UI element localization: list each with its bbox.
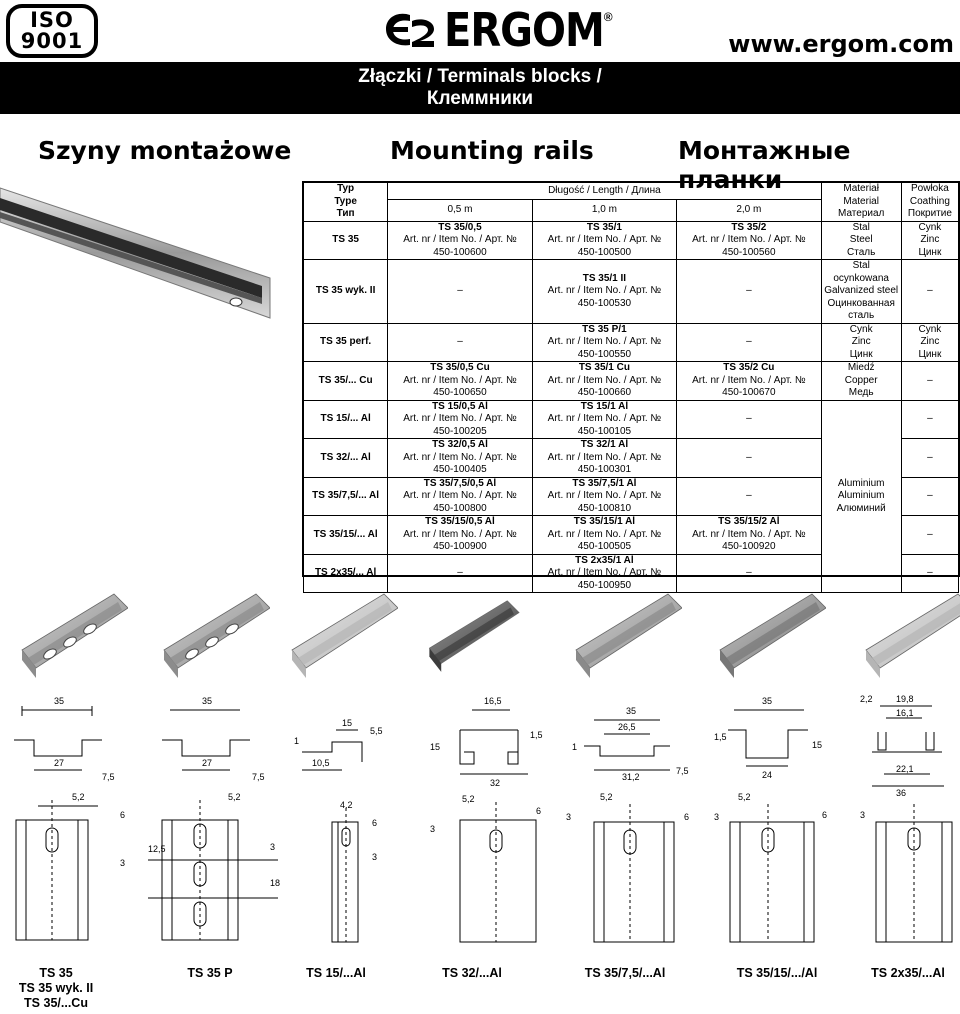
item-number: 450-100530 (577, 297, 632, 309)
caption-ts32: TS 32/...Al (442, 966, 502, 980)
dim-6: 6 (822, 810, 828, 820)
dim-35: 35 (202, 696, 213, 706)
drawing-ts35-15 (708, 690, 848, 960)
item-code: TS 35/7,5/0,5 Al (423, 477, 497, 489)
item-number: 450-100105 (577, 425, 632, 437)
row-type: TS 2x35/... Al (304, 554, 388, 593)
dim-22-1: 22,1 (896, 764, 914, 774)
cell-0-5 (388, 477, 532, 516)
item-number: 450-100560 (722, 246, 776, 258)
row-coating: Cynk Zinc Цинк (901, 323, 958, 362)
dim-3: 3 (566, 812, 572, 822)
registered-mark: ® (603, 10, 613, 24)
mounting-rail-photo (0, 180, 280, 340)
cell-1-0 (532, 260, 676, 324)
photo-ts35-7-5-rail (572, 588, 682, 688)
header-length-0-5: 0,5 m (388, 200, 532, 221)
item-art-label: Art. nr / Item No. / Арт. № (692, 234, 806, 245)
dim-6: 6 (684, 812, 690, 822)
cell-2-0 (677, 516, 821, 555)
item-art-label: Art. nr / Item No. / Арт. № (403, 413, 517, 424)
dim-31-2: 31,2 (622, 772, 640, 782)
item-art-label: Art. nr / Item No. / Арт. № (547, 528, 662, 540)
row-material: Cynk Zinc Цинк (821, 323, 901, 362)
table-row (304, 260, 959, 324)
item-art-label: Art. nr / Item No. / Арт. № (547, 451, 662, 463)
dim-2-2: 2,2 (860, 694, 873, 704)
website-link[interactable]: www.ergom.com (728, 30, 954, 58)
caption-ts35-7-5: TS 35/7,5/...Al (584, 966, 666, 980)
header-length-1-0: 1,0 m (532, 200, 676, 221)
table-row (304, 362, 959, 401)
dim-26-5: 26,5 (618, 722, 636, 732)
dim-35: 35 (762, 696, 773, 706)
dim-5-2: 5,2 (462, 794, 475, 804)
cell-1-0 (532, 400, 676, 439)
cell-1-0 (532, 477, 676, 516)
row-material: Stal ocynkowana Galvanized steel Оцинкованная сталь (821, 260, 901, 324)
cell-2-0 (677, 221, 821, 260)
dim-3: 3 (430, 824, 436, 834)
item-number: 450-100650 (433, 387, 487, 398)
item-number: 450-100405 (433, 464, 487, 475)
photo-ts35p-rail (160, 588, 270, 688)
item-code: TS 2x35/1 Al (575, 554, 634, 566)
photo-ts2x35-rail (858, 588, 960, 688)
dim-15: 15 (430, 742, 441, 752)
drawing-ts15 (292, 690, 388, 960)
photo-ts32-rail (426, 588, 536, 688)
item-art-label: Art. nr / Item No. / Арт. № (547, 336, 662, 347)
item-number: 450-100810 (577, 502, 632, 514)
item-code: TS 35/15/0,5 Al (425, 516, 495, 527)
dim-16-1: 16,1 (896, 708, 914, 718)
item-art-label: Art. nr / Item No. / Арт. № (547, 234, 662, 245)
item-code: TS 35/2 (731, 221, 767, 233)
banner-line-1: Złączki / Terminals blocks / (358, 66, 602, 87)
item-art-label: Art. nr / Item No. / Арт. № (403, 374, 517, 386)
cell-1-0 (532, 221, 676, 260)
item-number: 450-100950 (577, 579, 632, 591)
cell-0-5-empty: – (388, 323, 532, 362)
item-art-label: Art. nr / Item No. / Арт. № (403, 451, 517, 463)
item-code: TS 35/15/2 Al (718, 516, 780, 527)
item-number: 450-100900 (433, 541, 487, 552)
dim-6: 6 (372, 818, 378, 828)
heading-russian: Монтажные планки (678, 136, 851, 194)
row-type: TS 35/15/... Al (304, 516, 388, 555)
mounting-rails-table (303, 182, 959, 593)
dim-1: 1 (572, 742, 578, 752)
dim-27: 27 (54, 758, 65, 768)
row-coating: Cynk Zinc Цинк (901, 221, 958, 260)
row-type: TS 35/... Cu (304, 362, 388, 401)
dim-1-5: 1,5 (530, 730, 543, 740)
iso-9001-logo (6, 4, 98, 58)
dim-3: 3 (714, 812, 720, 822)
row-coating: – (901, 400, 958, 439)
cell-1-0 (532, 439, 676, 478)
cell-0-5 (388, 516, 532, 555)
cell-1-0 (532, 323, 676, 362)
cell-0-5 (388, 362, 532, 401)
dim-6: 6 (536, 806, 542, 816)
dim-10-5: 10,5 (312, 758, 330, 768)
drawing-ts35 (8, 690, 138, 960)
row-coating: – (901, 477, 958, 516)
item-code: TS 35 P/1 (582, 323, 627, 335)
item-code: TS 35/0,5 Cu (430, 362, 490, 373)
iso-line-1: ISO (30, 8, 74, 32)
table-row (304, 323, 959, 362)
ergom-logo (380, 4, 613, 58)
row-material-aluminium: Aluminium Aluminium Алюминий (821, 400, 901, 593)
row-coating: – (901, 554, 958, 593)
item-art-label: Art. nr / Item No. / Арт. № (692, 374, 806, 386)
row-material: Stal Steel Сталь (821, 221, 901, 260)
item-number: 450-100500 (577, 246, 632, 258)
table-row (304, 221, 959, 260)
caption-ts35-15: TS 35/15/.../Al (736, 966, 818, 980)
cell-0-5 (388, 221, 532, 260)
dim-7-5: 7,5 (252, 772, 265, 782)
item-art-label: Art. nr / Item No. / Арт. № (547, 413, 662, 424)
dim-4-2: 4,2 (340, 800, 353, 810)
header-length-2-0: 2,0 m (677, 200, 821, 221)
caption-ts35: TS 35 TS 35 wyk. II TS 35/...Cu (18, 966, 94, 1010)
item-code: TS 35/7,5/1 Al (572, 477, 637, 489)
category-banner (0, 62, 960, 114)
caption-ts15: TS 15/...Al (306, 966, 366, 980)
item-number: 450-100660 (577, 387, 632, 398)
item-code: TS 35/0,5 (438, 221, 482, 233)
item-code: TS 32/1 Al (580, 439, 629, 450)
dim-7-5: 7,5 (676, 766, 689, 776)
item-code: TS 35/15/1 Al (573, 516, 636, 527)
dim-1-5: 1,5 (714, 732, 727, 742)
dim-5-5: 5,5 (370, 726, 383, 736)
cell-1-0 (532, 554, 676, 593)
dim-24: 24 (762, 770, 773, 780)
dim-36: 36 (896, 788, 907, 798)
brand-name: ERGOM (444, 4, 604, 58)
item-art-label: Art. nr / Item No. / Арт. № (403, 490, 517, 501)
dim-32: 32 (490, 778, 501, 788)
cell-0-5 (388, 439, 532, 478)
item-art-label: Art. nr / Item No. / Арт. № (547, 567, 662, 578)
cell-2-0-empty: – (677, 260, 821, 324)
dim-1: 1 (294, 736, 300, 746)
item-number: 450-100600 (433, 246, 487, 258)
photo-ts35-15-rail (716, 588, 826, 688)
item-number: 450-100550 (577, 348, 632, 360)
dim-18: 18 (270, 878, 281, 888)
drawing-ts35-7-5 (560, 690, 700, 960)
item-art-label: Art. nr / Item No. / Арт. № (547, 490, 662, 501)
table-row (304, 400, 959, 439)
photo-ts35-rail (18, 588, 128, 688)
drawing-ts35p (148, 690, 288, 960)
cell-1-0 (532, 362, 676, 401)
dim-15: 15 (342, 718, 353, 728)
dim-12-5: 12,5 (148, 844, 166, 854)
drawing-ts32 (424, 690, 550, 960)
cell-2-0-empty: – (677, 400, 821, 439)
ergom-mark-icon (380, 9, 440, 53)
dim-35: 35 (54, 696, 65, 706)
item-art-label: Art. nr / Item No. / Арт. № (547, 285, 662, 296)
item-art-label: Art. nr / Item No. / Арт. № (403, 234, 517, 245)
row-coating: – (901, 260, 958, 324)
row-type: TS 35 perf. (304, 323, 388, 362)
drawing-ts2x35 (856, 690, 958, 960)
item-code: TS 35/1 Cu (578, 362, 630, 373)
cell-0-5-empty: – (388, 260, 532, 324)
cell-2-0-empty: – (677, 477, 821, 516)
item-art-label: Art. nr / Item No. / Арт. № (692, 528, 806, 540)
dim-5-2: 5,2 (738, 792, 751, 802)
cell-0-5-empty: – (388, 554, 532, 593)
row-type: TS 32/... Al (304, 439, 388, 478)
dim-3: 3 (270, 842, 276, 852)
cell-2-0-empty: – (677, 439, 821, 478)
item-number: 450-100920 (722, 541, 776, 552)
dim-27: 27 (202, 758, 213, 768)
item-code: TS 35/2 Cu (723, 362, 775, 373)
cell-0-5 (388, 400, 532, 439)
item-art-label: Art. nr / Item No. / Арт. № (403, 528, 517, 540)
row-coating: – (901, 362, 958, 401)
dim-16-5: 16,5 (484, 696, 502, 706)
cell-2-0-empty: – (677, 323, 821, 362)
photo-ts15-rail (288, 588, 398, 688)
item-number: 450-100205 (433, 425, 487, 437)
cell-1-0 (532, 516, 676, 555)
caption-ts35p: TS 35 P (187, 966, 233, 980)
item-code: TS 15/0,5 Al (432, 400, 488, 412)
header-material: Materiał Material Материал (821, 183, 901, 222)
row-type: TS 35/7,5/... Al (304, 477, 388, 516)
item-number: 450-100800 (433, 502, 487, 514)
item-code: TS 35/1 II (582, 272, 627, 284)
banner-line-2: Клеммники (426, 88, 534, 109)
dim-35: 35 (626, 706, 637, 716)
header-coating: Powłoka Coathing Покритие (901, 183, 958, 222)
item-number: 450-100301 (577, 464, 632, 475)
item-code: TS 32/0,5 Al (432, 439, 488, 450)
heading-polish: Szyny montażowe (38, 136, 292, 165)
dim-3: 3 (120, 858, 126, 868)
dim-3: 3 (860, 810, 866, 820)
dim-5-2: 5,2 (600, 792, 613, 802)
row-type: TS 35 wyk. II (304, 260, 388, 324)
heading-english: Mounting rails (390, 136, 594, 165)
row-type: TS 15/... Al (304, 400, 388, 439)
item-number: 450-100505 (577, 541, 632, 552)
caption-ts2x35: TS 2x35/...Al (871, 966, 945, 980)
dim-6: 6 (120, 810, 126, 820)
header-length: Długość / Length / Длина (388, 183, 821, 200)
row-coating: – (901, 439, 958, 478)
header-type: Typ Type Тип (304, 183, 388, 222)
dim-3: 3 (372, 852, 378, 862)
dim-5-2: 5,2 (72, 792, 85, 802)
item-art-label: Art. nr / Item No. / Арт. № (547, 374, 662, 386)
row-material: Miedź Copper Медь (821, 362, 901, 401)
cell-2-0-empty: – (677, 554, 821, 593)
row-coating: – (901, 516, 958, 555)
cell-2-0 (677, 362, 821, 401)
dim-7-5: 7,5 (102, 772, 115, 782)
dim-19-8: 19,8 (896, 694, 914, 704)
item-number: 450-100670 (722, 387, 776, 398)
item-code: TS 15/1 Al (580, 400, 629, 412)
iso-line-2: 9001 (20, 29, 84, 53)
dim-5-2: 5,2 (228, 792, 241, 802)
item-code: TS 35/1 (586, 221, 622, 233)
dim-15: 15 (812, 740, 823, 750)
row-type: TS 35 (304, 221, 388, 260)
